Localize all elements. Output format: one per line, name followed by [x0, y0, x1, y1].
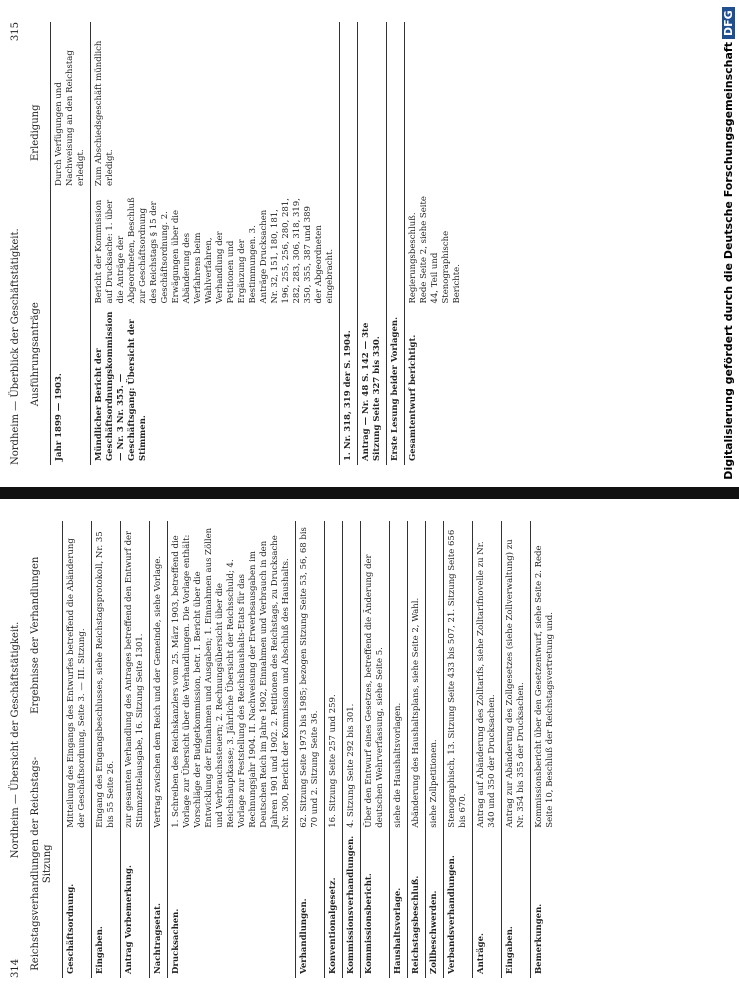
row-key: Anträge.	[473, 832, 502, 978]
table-row	[340, 22, 358, 465]
row-key: 1. Nr. 318, 319 der S. 1904.	[340, 308, 358, 465]
table-row	[51, 22, 91, 465]
dfg-banner	[719, 0, 739, 487]
row-entry	[358, 190, 387, 308]
row-entry: 62. Sitzung Seite 1973 bis 1985; bezogen Sitzung Seite 53, 56, 68 bis 70 und 2. Sitzung Seite 36.	[296, 521, 325, 832]
row-result	[340, 22, 358, 190]
table-row	[361, 521, 390, 978]
book-spine	[0, 487, 739, 499]
row-entry: Mitteilung des Eingangs des Entwurfes betreffend die Abänderung der Geschäftsordnung, Seite 3. — III. Sitzung.	[63, 521, 92, 832]
table-row	[473, 521, 502, 978]
row-key: Kommissionsbericht.	[361, 832, 390, 978]
row-entry: Kommissionsbericht über den Gesetzentwurf, siehe Seite 2. Rede Seite 10, Beschluß der Reichstagsvertretung und.	[531, 521, 560, 832]
table-row	[531, 521, 560, 978]
column-header-right: Ergebnisse der Verhandlungen	[30, 556, 41, 714]
row-key: Geschäftsordnung.	[63, 832, 92, 978]
table-row	[444, 521, 473, 978]
row-key: Kommissionsverhandlungen.	[343, 832, 361, 978]
row-key: Zollbeschwerden.	[426, 832, 444, 978]
table-row	[502, 521, 531, 978]
row-entry: siehe Zollpetitionen.	[426, 521, 444, 832]
table-row	[390, 521, 408, 978]
row-key: Mündlicher Bericht der Geschäftsordnungskommission — Nr. 3 Nr. 355. — Geschäftsgang: Übersicht der Stimmen.	[91, 308, 340, 465]
table-row	[408, 521, 426, 978]
row-entry: 16. Sitzung Seite 257 und 259.	[325, 521, 343, 832]
column-headers	[30, 22, 42, 465]
column-header-left: Reichstagsverhandlungen der Reichstags-Sitzung	[30, 756, 53, 971]
table-row	[92, 521, 121, 978]
row-entry	[340, 190, 358, 308]
row-entry: 4. Sitzung Seite 292 bis 301.	[343, 521, 361, 832]
row-key: Eingaben.	[92, 832, 121, 978]
row-result: Durch Verfügungen und Nachweisung an den Reichstag erledigt.	[51, 22, 91, 190]
row-entry: Vertrag zwischen dem Reich und der Gemeinde, siehe Vorlage.	[150, 521, 168, 832]
row-result	[358, 22, 387, 190]
row-entry: Über den Entwurf eines Gesetzes, betreffend die Änderung der deutschen Wehrverfassung, siehe Seite 5.	[361, 521, 390, 832]
row-key: Haushaltsvorlage.	[390, 832, 408, 978]
entries-table	[62, 521, 559, 978]
row-key: Nachtragsetat.	[150, 832, 168, 978]
table-row	[358, 22, 387, 465]
table-row	[343, 521, 361, 978]
running-head: Nordheim — Übersicht der Geschäftstätigkeit.	[10, 621, 21, 859]
row-key: Drucksachen.	[168, 832, 296, 978]
row-key: Reichstagsbeschluß.	[408, 832, 426, 978]
row-result	[387, 22, 405, 190]
row-key: Verhandlungen.	[296, 832, 325, 978]
row-key: Verbandsverhandlungen.	[444, 832, 473, 978]
row-entry: Antrag auf Abänderung des Zolltarifs, siehe Zolltarifnovelle zu Nr. 340 und 350 der Drucksachen.	[473, 521, 502, 832]
entries-table	[50, 22, 466, 465]
page-number: 314	[10, 958, 21, 978]
row-entry: Stenographisch, 13. Sitzung Seite 433 bis 507, 21. Sitzung Seite 656 bis 670.	[444, 521, 473, 832]
left-page	[0, 499, 739, 1000]
row-entry: Antrag zur Abänderung des Zollgesetzes (siehe Zollverwaltung) zu Nr. 354 bis 355 der Drucksachen.	[502, 521, 531, 832]
row-entry: Eingang des Eingangsbeschlusses, siehe Reichstagsprotokoll, Nr. 35 bis 55 Seite 26.	[92, 521, 121, 832]
row-key: Gesamtentwurf berichtigt.	[405, 308, 467, 465]
row-entry: siehe die Haushaltsvorlagen.	[390, 521, 408, 832]
row-entry: 1. Schreiben des Reichskanzlers vom 25. März 1903, betreffend die Vorlage zur Übersicht über die Verhandlungen. Die Vorlage enthält: Vorschläge der Budgetkommission, betr. I. Bericht über die Entwicklung der Einnahmen und Ausgaben; 1. Einnahmen aus Zöllen und Verbrauchssteuern; 2. Rechnungsübersicht über die Reichshauptkasse; 3. Jährliche Übersicht der Reichsschuld; 4. Vorlage zur Feststellung des Reichshaushalts-Etats für das Rechnungsjahr 1904. II. Nachweisung der Erwerbsausgaben im Deutschen Reich im Jahre 1902, Einnahmen und Verbrauch in den Jahren 1901 und 1902. 2. Petitionen des Reichstags, zu Drucksache Nr. 300, Bericht der Kommission und Abschluß des Haushalts.	[168, 521, 296, 832]
row-key: Bemerkungen.	[531, 832, 560, 978]
table-row	[405, 22, 467, 465]
table-row	[325, 521, 343, 978]
row-key: Konventionalgesetz.	[325, 832, 343, 978]
row-entry	[387, 190, 405, 308]
row-result	[405, 22, 467, 190]
row-entry	[51, 190, 91, 308]
dfg-logo: DFG	[722, 7, 735, 39]
table-row	[121, 521, 150, 978]
table-row	[63, 521, 92, 978]
row-entry: zur gesamten Verhandlung des Antrages betreffend den Entwurf der Stimmzettelausgabe, 16. Sitzung Seite 1301.	[121, 521, 150, 832]
column-header-left: Ausführungsanträge	[30, 302, 41, 407]
row-entry: Regierungsbeschluß. Rede Seite 2, siehe Seite 44, Teil und Stenographische Berichte.	[405, 190, 467, 308]
page-number: 315	[10, 22, 21, 42]
column-header-right: Erledigung	[30, 104, 41, 161]
page-header	[10, 521, 22, 978]
table-row	[296, 521, 325, 978]
row-key: Antrag — Nr. 48 S. 142 — 3te Sitzung Seite 327 bis 330.	[358, 308, 387, 465]
row-result: Zum Abschiedsgeschäft mündlich erledigt.	[91, 22, 340, 190]
table-row	[91, 22, 340, 465]
right-page	[0, 0, 739, 487]
row-entry: Abänderung des Haushaltsplans, siehe Seite 2, Wahl.	[408, 521, 426, 832]
row-key: Jahr 1899 — 1903.	[51, 308, 91, 465]
row-key: Eingaben.	[502, 832, 531, 978]
column-headers	[30, 521, 54, 978]
page-header	[10, 22, 22, 465]
table-row	[168, 521, 296, 978]
row-key: Antrag Vorbemerkung.	[121, 832, 150, 978]
running-head: Nordheim — Überblick der Geschäftstätigkeit.	[10, 228, 21, 465]
table-row	[150, 521, 168, 978]
table-row	[426, 521, 444, 978]
table-row	[387, 22, 405, 465]
row-key: Erste Lesung beider Vorlagen.	[387, 308, 405, 465]
row-entry: Bericht der Kommission auf Drucksache: 1. über die Anträge der Abgeordneten, Beschluß zur Geschäftsordnung des Reichstags § 15 der Geschäftsordnung. 2. Erwägungen über die Abänderung des Verfahrens beim Wahlverfahren, Verhandlung der Petitionen und Ergänzung der Bestimmungen. 3. Anträge Drucksachen Nr. 32, 151, 180, 181, 196, 255, 256, 280, 281, 282, 283, 306, 318, 319, 350, 355, 387 und 389 der Abgeordneten eingebracht.	[91, 190, 340, 308]
dfg-text: Digitalisierung gefördert durch die Deutsche Forschungsgemeinschaft	[722, 42, 735, 480]
